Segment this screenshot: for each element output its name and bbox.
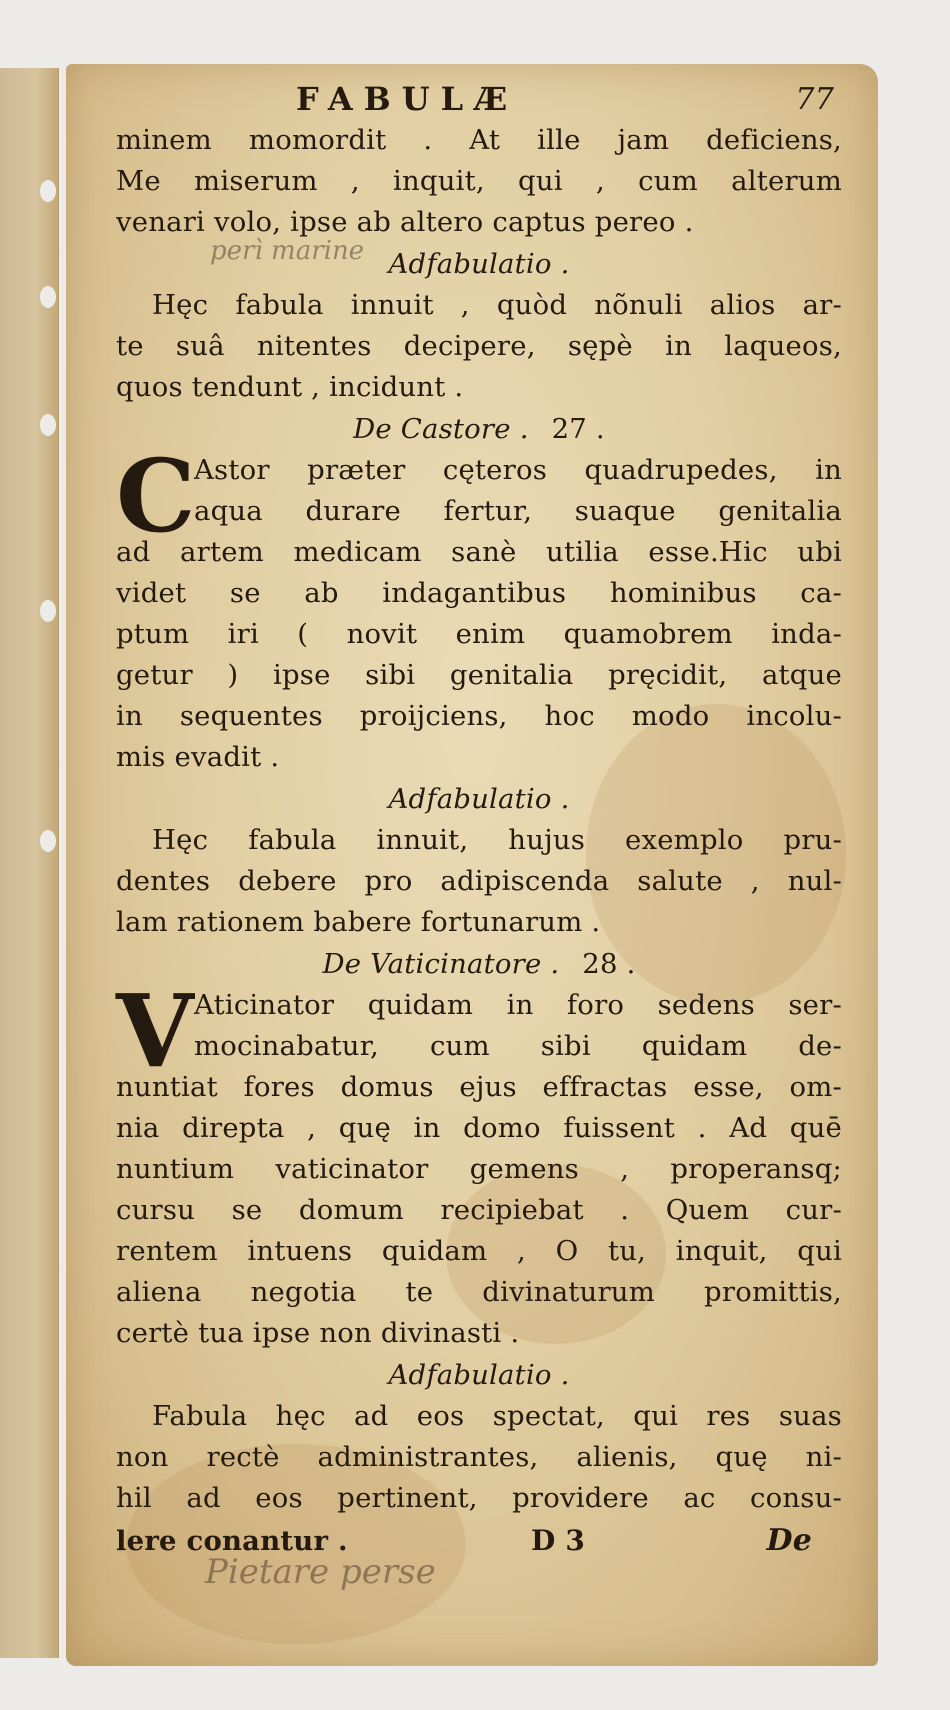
text-line: videt se ab indagantibus hominibus ca- — [116, 577, 842, 609]
running-head — [116, 80, 842, 120]
fable-body — [116, 972, 842, 1354]
handwritten-note-top: perì marine — [210, 236, 365, 266]
fable-number: 28 . — [582, 948, 636, 980]
text-line: aqua durare fertur, suaque genitalia — [194, 495, 842, 527]
text-line: non rectè administrantes, alienis, quę ni- — [116, 1441, 842, 1473]
drop-cap: V — [116, 972, 194, 1090]
page-text — [116, 80, 842, 1563]
facing-page-edge — [0, 68, 59, 1658]
text-line: Astor præter cęteros quadrupedes, in — [194, 454, 842, 486]
fable-title-text: De Castore . — [353, 413, 529, 445]
text-line: ptum iri ( novit enim quamobrem inda- — [116, 618, 842, 650]
binding-hole — [40, 414, 56, 436]
fable-title-text: De Vaticinatore . — [322, 948, 560, 980]
text-line: aliena negotia te divinaturum promittis, — [116, 1276, 842, 1308]
binding-hole — [40, 286, 56, 308]
catchword: De — [766, 1523, 812, 1558]
text-line: lam rationem babere fortunarum . — [116, 906, 601, 938]
text-line: rentem intuens quidam , O tu, inquit, qui — [116, 1235, 842, 1267]
fable-title — [116, 943, 842, 985]
text-line: te suâ nitentes decipere, sępè in laqueos, — [116, 330, 842, 362]
moral-heading: Adfabulatio . — [388, 248, 570, 280]
signature-mark: D 3 — [531, 1524, 586, 1557]
moral-heading: Adfabulatio . — [388, 1359, 570, 1391]
text-line: Hęc fabula innuit, hujus exemplo pru- — [152, 824, 842, 856]
binding-hole — [40, 180, 56, 202]
fable-title — [116, 408, 842, 450]
text-line: mocinabatur, cum sibi quidam de- — [194, 1030, 842, 1062]
text-line: ad artem medicam sanè utilia esse.Hic ubi — [116, 536, 842, 568]
text-line: nuntiat fores domus ejus effractas esse, om- — [116, 1071, 842, 1103]
text-line: lere conantur . — [116, 1525, 348, 1557]
text-line: cursu se domum recipiebat . Quem cur- — [116, 1194, 842, 1226]
text-line: nuntium vaticinator gemens , properansq; — [116, 1153, 842, 1185]
text-line: in sequentes proijciens, hoc modo incolu- — [116, 700, 842, 732]
text-line: dentes debere pro adipiscenda salute , nul- — [116, 865, 842, 897]
text-line: Aticinator quidam in foro sedens ser- — [194, 989, 842, 1021]
running-title: FABULÆ — [296, 80, 519, 118]
text-line: minem momordit . At ille jam deficiens, — [116, 124, 842, 156]
text-line: mis evadit . — [116, 741, 280, 773]
handwritten-note-bottom: Pietare perse — [205, 1552, 436, 1592]
text-line: getur ) ipse sibi genitalia pręcidit, atque — [116, 659, 842, 691]
text-line: hil ad eos pertinent, providere ac consu- — [116, 1482, 842, 1514]
drop-cap: C — [116, 437, 196, 555]
text-line: certè tua ipse non divinasti . — [116, 1317, 520, 1349]
binding-hole — [40, 830, 56, 852]
fable-body — [116, 437, 842, 778]
text-line: Me miserum , inquit, qui , cum alterum — [116, 165, 842, 197]
text-line: quos tendunt , incidunt . — [116, 371, 464, 403]
page-number: 77 — [795, 82, 834, 117]
moral-heading: Adfabulatio . — [388, 783, 570, 815]
fable-number: 27 . — [551, 413, 605, 445]
text-line: nia direpta , quę in domo fuissent . Ad quē — [116, 1112, 842, 1144]
text-line: Fabula hęc ad eos spectat, qui res suas — [152, 1400, 842, 1432]
binding-hole — [40, 600, 56, 622]
text-line: venari volo, ipse ab altero captus pereo . — [116, 206, 694, 238]
text-line: Hęc fabula innuit , quòd nõnuli alios ar- — [152, 289, 842, 321]
